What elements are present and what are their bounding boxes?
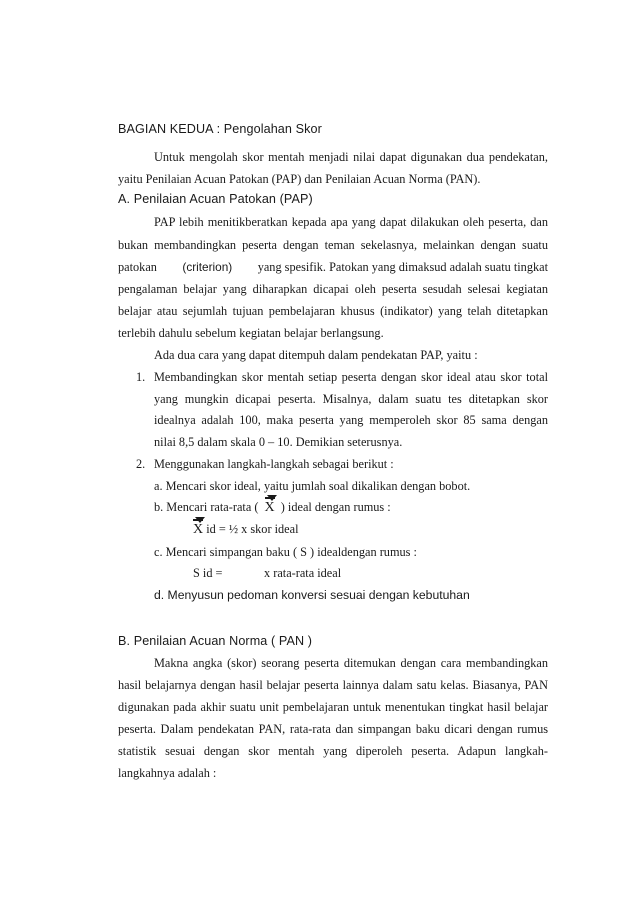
sub-item-b-text: b. Mencari rata-rata ( (154, 500, 259, 514)
sub-item-d (154, 588, 470, 603)
pap-text-rest: yang spesifik. Patokan yang dimaksud adalah suatu tingkat (257, 260, 548, 274)
list-item-2: Menggunakan langkah-langkah sebagai berikut : (154, 457, 394, 471)
list-item-1-line: nilai 8,5 dalam skala 0 – 10. Demikian seterusnya. (154, 435, 403, 449)
pap-paragraph-2: Ada dua cara yang dapat ditempuh dalam pendekatan PAP, yaitu : (154, 348, 478, 362)
list-item-1-line: Membandingkan skor mentah setiap peserta dengan skor ideal atau skor total (154, 370, 548, 384)
pap-paragraph-line: terlebih dahulu sebelum kegiatan belajar berlangsung. (118, 326, 384, 340)
sub-item-b-text-end: ) ideal dengan rumus : (280, 500, 391, 514)
list-number-1: 1. (136, 370, 146, 384)
sub-item-b (154, 500, 391, 516)
list-number-2: 2. (136, 457, 146, 471)
pan-paragraph-line: peserta. Dalam pendekatan PAN, rata-rata dan simpangan baku dicari dengan rumus (118, 722, 548, 736)
sub-item-c: c. Mencari simpangan baku ( S ) idealdengan rumus : (154, 545, 417, 559)
section-a-title: A. Penilaian Acuan Patokan (PAP) (118, 192, 313, 206)
list-item-1-line: idealnya adalah 100, maka peserta yang memperoleh skor 85 sama dengan (154, 413, 548, 427)
pap-paragraph-line: PAP lebih menitikberatkan kepada apa yang dapat dilakukan oleh peserta, dan (154, 215, 548, 229)
pan-paragraph-line: digunakan pada akhir suatu unit pembelajaran untuk menentukan tingkat hasil belajar (118, 700, 548, 714)
pap-paragraph-line: bukan membandingkan peserta dengan teman sekelasnya, melainkan dengan suatu (118, 238, 548, 252)
pan-paragraph-line: statistik sesuai dengan skor mentah yang diperoleh peserta. Adapun langkah- (118, 744, 548, 758)
x-bar-symbol: X (193, 522, 204, 537)
main-heading: BAGIAN KEDUA : Pengolahan Skor (118, 122, 322, 136)
section-b-title: B. Penilaian Acuan Norma ( PAN ) (118, 634, 313, 648)
criterion-term: (criterion) (182, 260, 233, 274)
x-bar-symbol: X (264, 500, 275, 515)
pap-paragraph-line: belajar atau sejumlah tujuan pembelajaran khusus (indikator) yang telah ditetapkan (118, 304, 548, 318)
pan-paragraph-line: hasil belajarnya dengan hasil belajar peserta lainnya dalam satu kelas. Biasanya, PAN (118, 678, 548, 692)
sub-item-d-text: d. Menyusun pedoman konversi sesuai dengan kebutuhan (154, 588, 470, 602)
list-item-1-line: yang mungkin dicapai peserta. Misalnya, dalam suatu tes ditetapkan skor (154, 392, 548, 406)
pap-text-patokan: patokan (118, 260, 157, 274)
formula-sd-right: x rata-rata ideal (264, 566, 342, 580)
formula-mean-text: id = ½ x skor ideal (206, 522, 299, 536)
formula-sd-left: S id = (193, 566, 223, 580)
pan-paragraph-line: langkahnya adalah : (118, 766, 217, 780)
formula-mean-ideal (193, 522, 299, 538)
sub-item-a: a. Mencari skor ideal, yaitu jumlah soal dikalikan dengan bobot. (154, 479, 471, 493)
intro-line-2: yaitu Penilaian Acuan Patokan (PAP) dan Penilaian Acuan Norma (PAN). (118, 172, 481, 186)
pan-paragraph-line: Makna angka (skor) seorang peserta ditemukan dengan cara membandingkan (154, 656, 548, 670)
intro-line-1: Untuk mengolah skor mentah menjadi nilai dapat digunakan dua pendekatan, (154, 150, 548, 164)
pap-paragraph-line (118, 260, 548, 275)
pap-paragraph-line: pengalaman belajar yang diharapkan dicapai oleh peserta sesudah selesai kegiatan (118, 282, 548, 296)
